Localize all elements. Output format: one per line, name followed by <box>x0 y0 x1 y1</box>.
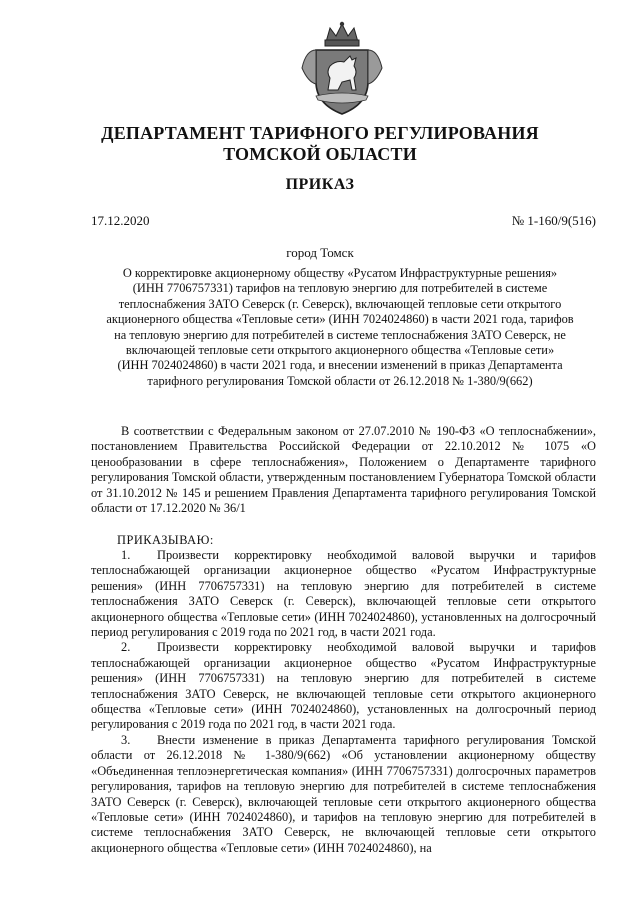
order-item <box>91 733 596 856</box>
tomsk-region-coat-of-arms-icon <box>296 20 388 118</box>
order-item-number: 3. <box>121 732 131 747</box>
document-type: ПРИКАЗ <box>285 176 355 193</box>
decree-word: ПРИКАЗЫВАЮ: <box>117 533 214 547</box>
order-item-number: 1. <box>121 548 131 562</box>
order-item <box>91 640 596 732</box>
department-title-line2: ТОМСКОЙ ОБЛАСТИ <box>223 144 417 164</box>
document-city: город Томск <box>286 245 354 260</box>
order-item <box>91 548 596 640</box>
order-item-text: Произвести корректировку необходимой валовой выручки и тарифов теплоснабжающей организации акционерное общество «Русатом Инфраструктурные решения» (ИНН 7706757331) на тепловую энергию для потребителей в системе теплоснабжения ЗАТО Северск, не включающей тепловые сети открытого акционерного общества «Тепловые сети» (ИНН 7024024860), установленных на долгосрочный период регулирования с 2019 года по 2021 год, в части 2021 года. <box>91 640 596 732</box>
order-items <box>91 548 596 856</box>
department-title-line1: ДЕПАРТАМЕНТ ТАРИФНОГО РЕГУЛИРОВАНИЯ <box>101 123 539 143</box>
document-subject: О корректировке акционерному обществу «Русатом Инфраструктурные решения» (ИНН 7706757331) тарифов на тепловую энергию для потребителей в системе теплоснабжения ЗАТО Северск (г. Северск), включающей тепловые сети открытого акционерного общества «Тепловые сети» (ИНН 7024024860) в части 2021 года, тарифов на тепловую энергию для потребителей в системе теплоснабжения ЗАТО Северск, не включающей тепловые сети открытого акционерного общества «Тепловые сети» (ИНН 7024024860) в части 2021 года, и внесении изменений в приказ Департамента тарифного регулирования Томской области от 26.12.2018 № 1-380/9(662) <box>106 266 574 388</box>
legal-basis-paragraph: В соответствии с Федеральным законом от 27.07.2010 № 190-ФЗ «О теплоснабжении», постановлением Правительства Российской Федерации от 22.10.2012 № 1075 «О ценообразовании в сфере теплоснабжения», Положением о Департаменте тарифного регулирования Томской области, утвержденным постановлением Губернатора Томской области от 31.10.2012 № 145 и решением Правления Департамента тарифного регулирования Томской области от 17.12.2020 № 36/1 <box>91 424 596 516</box>
document-number: № 1-160/9(516) <box>511 213 596 228</box>
document-date: 17.12.2020 <box>91 213 150 228</box>
order-item-text: Произвести корректировку необходимой валовой выручки и тарифов теплоснабжающей организации акционерное общество «Русатом Инфраструктурные решения» (ИНН 7706757331) на тепловую энергию для потребителей в системе теплоснабжения ЗАТО Северск (г. Северск), включающей тепловые сети открытого акционерного общества «Тепловые сети» (ИНН 7024024860), установленных на долгосрочный период регулирования с 2019 года по 2021 год, в части 2021 года. <box>91 548 596 640</box>
order-item-text: Внести изменение в приказ Департамента тарифного регулирования Томской области от 26.12.2018 № 1-380/9(662) «Об установлении акционерному обществу «Объединенная теплоэнергетическая компания» (ИНН 7706757331) долгосрочных параметров регулирования, тарифов на тепловую энергию для потребителей в системе теплоснабжения ЗАТО Северск (г. Северск), включающей тепловые сети открытого акционерного общества «Тепловые сети» (ИНН 7024024860), и тарифов на тепловую энергию для потребителей в системе теплоснабжения ЗАТО Северск, не включающей тепловые сети открытого акционерного общества «Тепловые сети» (ИНН 7024024860), на <box>91 732 596 855</box>
order-item-number: 2. <box>121 640 131 655</box>
